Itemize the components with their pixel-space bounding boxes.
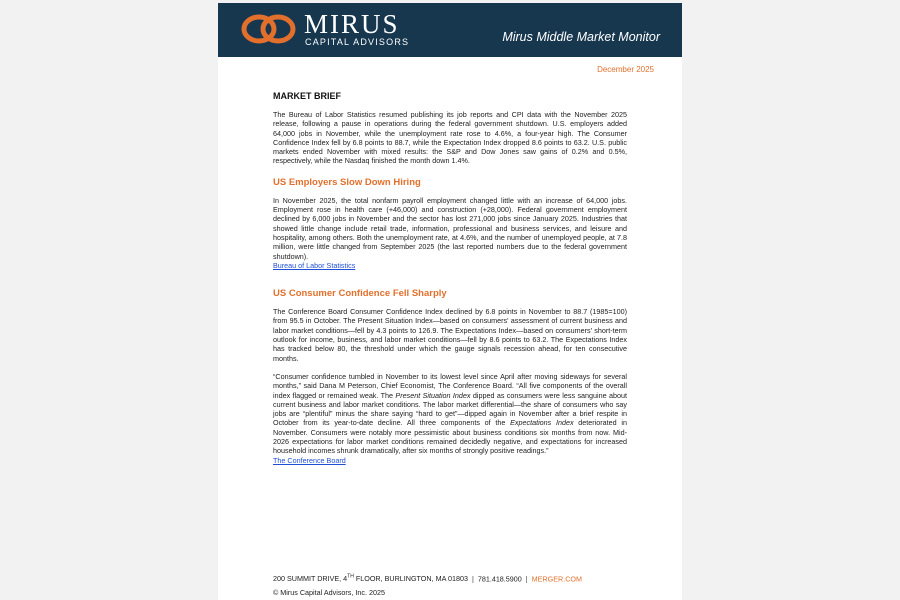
footer-phone: 781.418.5900	[477, 574, 522, 584]
section-confidence-heading: US Consumer Confidence Fell Sharply	[273, 288, 447, 300]
mirus-logo-rings-icon	[240, 12, 298, 46]
conference-board-source-link[interactable]: The Conference Board	[273, 455, 346, 465]
footer-contact	[273, 574, 582, 583]
footer-separator: |	[525, 574, 528, 584]
quote-text-b: dipped as consumers were less sanguine about current business and labor market conditions. The labor market differential—the share of consumers who say jobs are “plentiful” minus the share saying “hard to get”—dipped again in November after a brief respite in October from its year-to-date decline. All three components of the	[273, 390, 627, 428]
logo-name: MIRUS	[304, 9, 400, 39]
quote-text-a: “Consumer confidence tumbled in November to its lowest level since April after moving sideways for several months,” said Dana M Peterson, Chief Economist, The Conference Board. “All five components of the overall index flagged or remained weak. The	[273, 371, 627, 400]
section-employers-heading: US Employers Slow Down Hiring	[273, 176, 421, 188]
section-confidence-paragraph: The Conference Board Consumer Confidence Index declined by 6.8 points in November to 88.7 (1985=100) from 95.5 in October. The Present Situation Index—based on consumers' assessment of current business and labor market conditions—fell by 4.3 points to 126.9. The Expectations Index—based on consumers' short-term outlook for income, business, and labor market conditions—fell by 8.6 points to 63.2. The Expectations Index has tracked below 80, the threshold under which the gauge signals recession ahead, for ten consecutive months.	[273, 307, 627, 363]
newsletter-title: Mirus Middle Market Monitor	[502, 30, 660, 44]
quote-emphasis-present-situation: Present Situation Index	[395, 390, 471, 400]
document-page	[218, 3, 682, 600]
market-brief-heading: MARKET BRIEF	[273, 91, 341, 101]
document-body	[273, 91, 627, 465]
quote-text-c: deteriorated in November. Consumers were notably more pessimistic about business conditions six months from now. Mid-2026 expectations for labor market conditions remained decidedly negative, and expectations for increased household incomes shrunk dramatically, after six months of strongly positive readings.”	[273, 418, 627, 456]
footer-separator: |	[471, 574, 474, 584]
logo-subtitle: CAPITAL ADVISORS	[305, 37, 410, 47]
market-brief-paragraph: The Bureau of Labor Statistics resumed publishing its job reports and CPI data with the November 2025 release, following a pause in operations during the federal government shutdown. U.S. employers added 64,000 jobs in November, while the unemployment rate rose to 4.6%, a four-year high. The Consumer Confidence Index fell by 6.8 points to 88.7, while the Expectation Index dropped 8.6 points to 63.2. U.S. public markets ended November with mixed results: the S&P and Dow Jones saw gains of 0.2% and 0.5%, respectively, while the Nasdaq finished the month down 1.4%.	[273, 110, 627, 166]
footer-copyright: © Mirus Capital Advisors, Inc. 2025	[273, 588, 385, 597]
footer-website-link[interactable]: MERGER.COM	[531, 574, 582, 584]
footer-address: 200 SUMMIT DRIVE, 4TH FLOOR, BURLINGTON, MA 01803	[273, 574, 468, 584]
issue-date: December 2025	[597, 65, 654, 74]
bls-source-link[interactable]: Bureau of Labor Statistics	[273, 260, 356, 270]
quote-emphasis-expectations: Expectations Index	[510, 418, 574, 428]
header-banner	[218, 3, 682, 57]
quote-paragraph	[273, 372, 627, 456]
section-employers-paragraph: In November 2025, the total nonfarm payroll employment changed little with an increase of 64,000 jobs. Employment rose in health care (+46,000) and construction (+28,000). Federal government employment declined by 6,000 jobs in November and the sector has lost 271,000 jobs since January 2025. Industries that showed little change include retail trade, information, professional and business services, and leisure and hospitality, among others. Both the unemployment rate, at 4.6%, and the number of unemployed people, at 7.8 million, were little changed from September 2025 (the last reported numbers due to the federal government shutdown).	[273, 195, 627, 261]
